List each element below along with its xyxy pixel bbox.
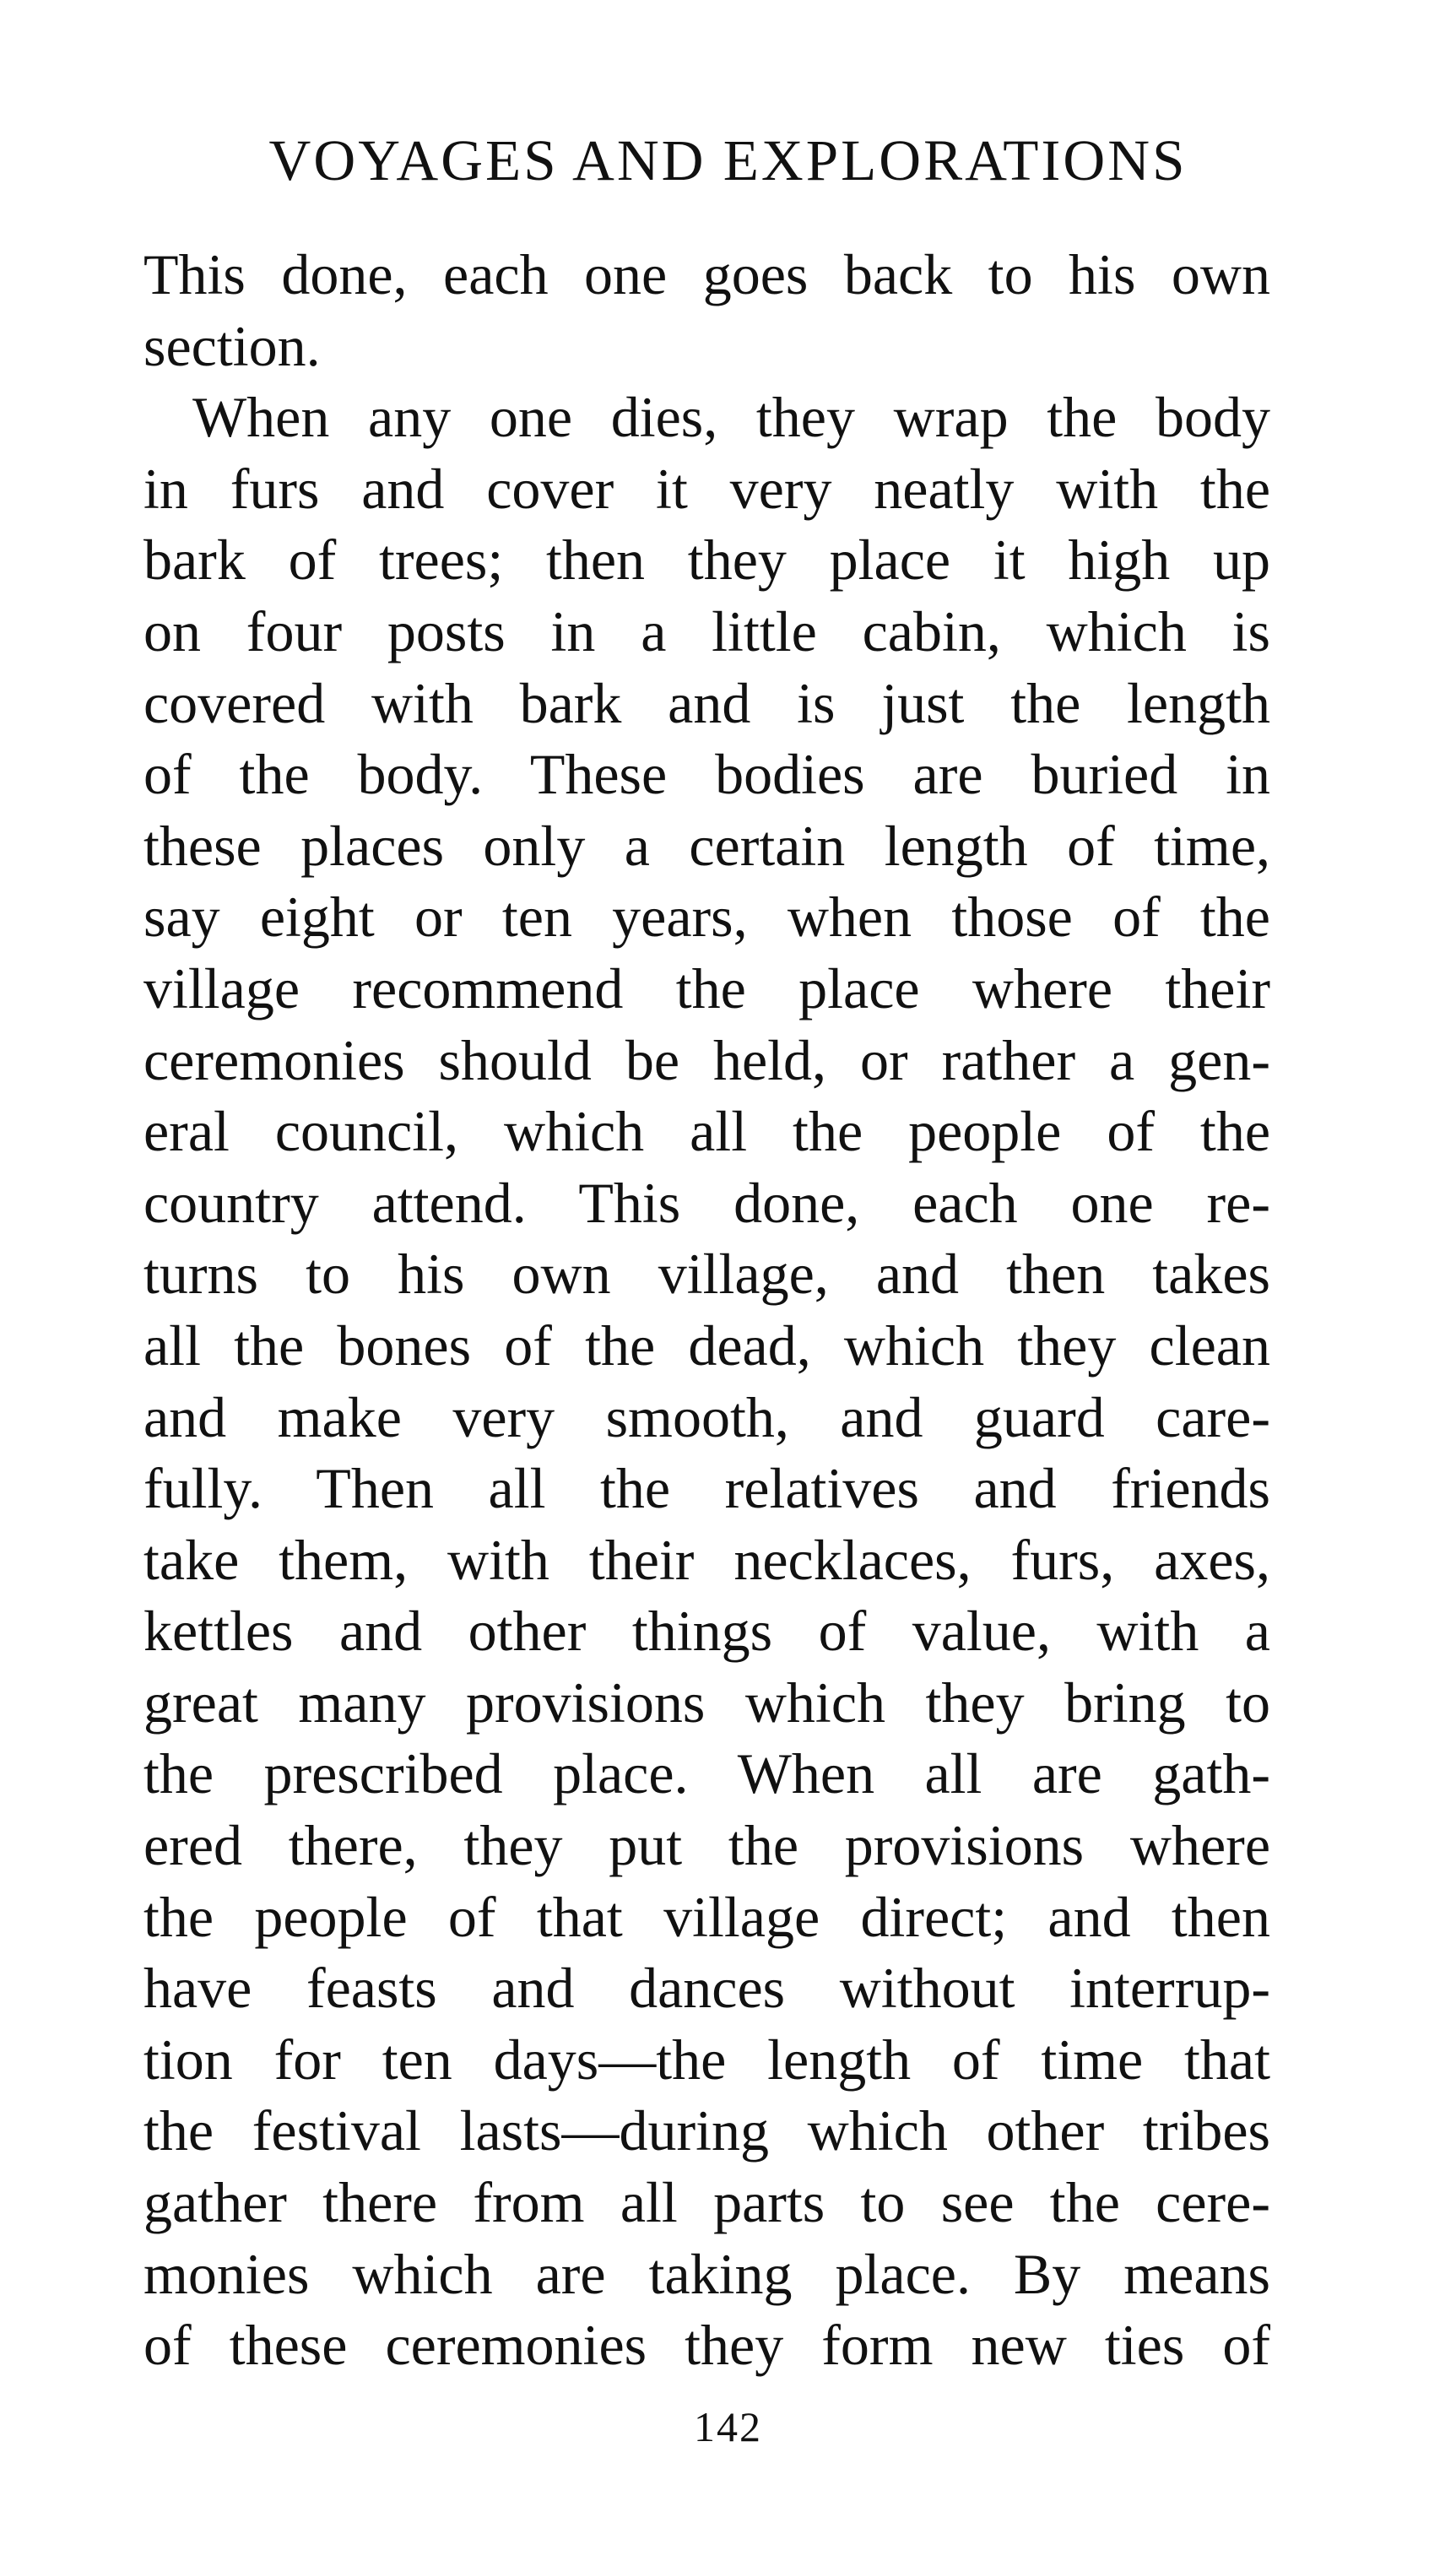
text-line: great many provisions which they bring to — [143, 1670, 1270, 1735]
text-line: of the body. These bodies are buried in — [143, 742, 1270, 807]
body-text — [143, 239, 1270, 2381]
text-line: these places only a certain length of time, — [143, 813, 1270, 878]
text-line: turns to his own village, and then takes — [143, 1242, 1270, 1307]
text-line: tion for ten days—the length of time that — [143, 2027, 1270, 2092]
page-number: 142 — [694, 2403, 762, 2450]
text-line: monies which are taking place. By means — [143, 2241, 1270, 2306]
text-line: gather there from all parts to see the cere- — [143, 2170, 1270, 2235]
text-line: all the bones of the dead, which they clean — [143, 1313, 1270, 1378]
text-line: bark of trees; then they place it high up — [143, 528, 1270, 593]
running-head: VOYAGES AND EXPLORATIONS — [268, 128, 1188, 192]
text-line: covered with bark and is just the length — [143, 670, 1270, 735]
text-line: the festival lasts—during which other tribes — [143, 2098, 1270, 2163]
text-line: of these ceremonies they form new ties of — [143, 2313, 1270, 2378]
text-line: the people of that village direct; and then — [143, 1884, 1270, 1949]
text-line: ceremonies should be held, or rather a gen- — [143, 1027, 1270, 1092]
text-line: the prescribed place. When all are gath- — [143, 1741, 1270, 1806]
text-line: say eight or ten years, when those of the — [143, 885, 1270, 950]
text-line: have feasts and dances without interrup- — [143, 1956, 1270, 2021]
text-line: on four posts in a little cabin, which is — [143, 598, 1270, 663]
text-line: fully. Then all the relatives and friends — [143, 1456, 1270, 1521]
text-line: eral council, which all the people of the — [143, 1099, 1270, 1164]
text-line: kettles and other things of value, with a — [143, 1599, 1270, 1664]
text-line: When any one dies, they wrap the body — [192, 385, 1270, 450]
text-line: country attend. This done, each one re- — [143, 1170, 1270, 1235]
text-line: ered there, they put the provisions where — [143, 1813, 1270, 1878]
text-line: in furs and cover it very neatly with the — [143, 456, 1270, 521]
text-line: section. — [143, 313, 321, 378]
text-line: This done, each one goes back to his own — [143, 242, 1270, 306]
text-line: village recommend the place where their — [143, 955, 1270, 1020]
text-line: and make very smooth, and guard care- — [143, 1384, 1270, 1449]
text-line: take them, with their necklaces, furs, axes, — [143, 1527, 1270, 1592]
